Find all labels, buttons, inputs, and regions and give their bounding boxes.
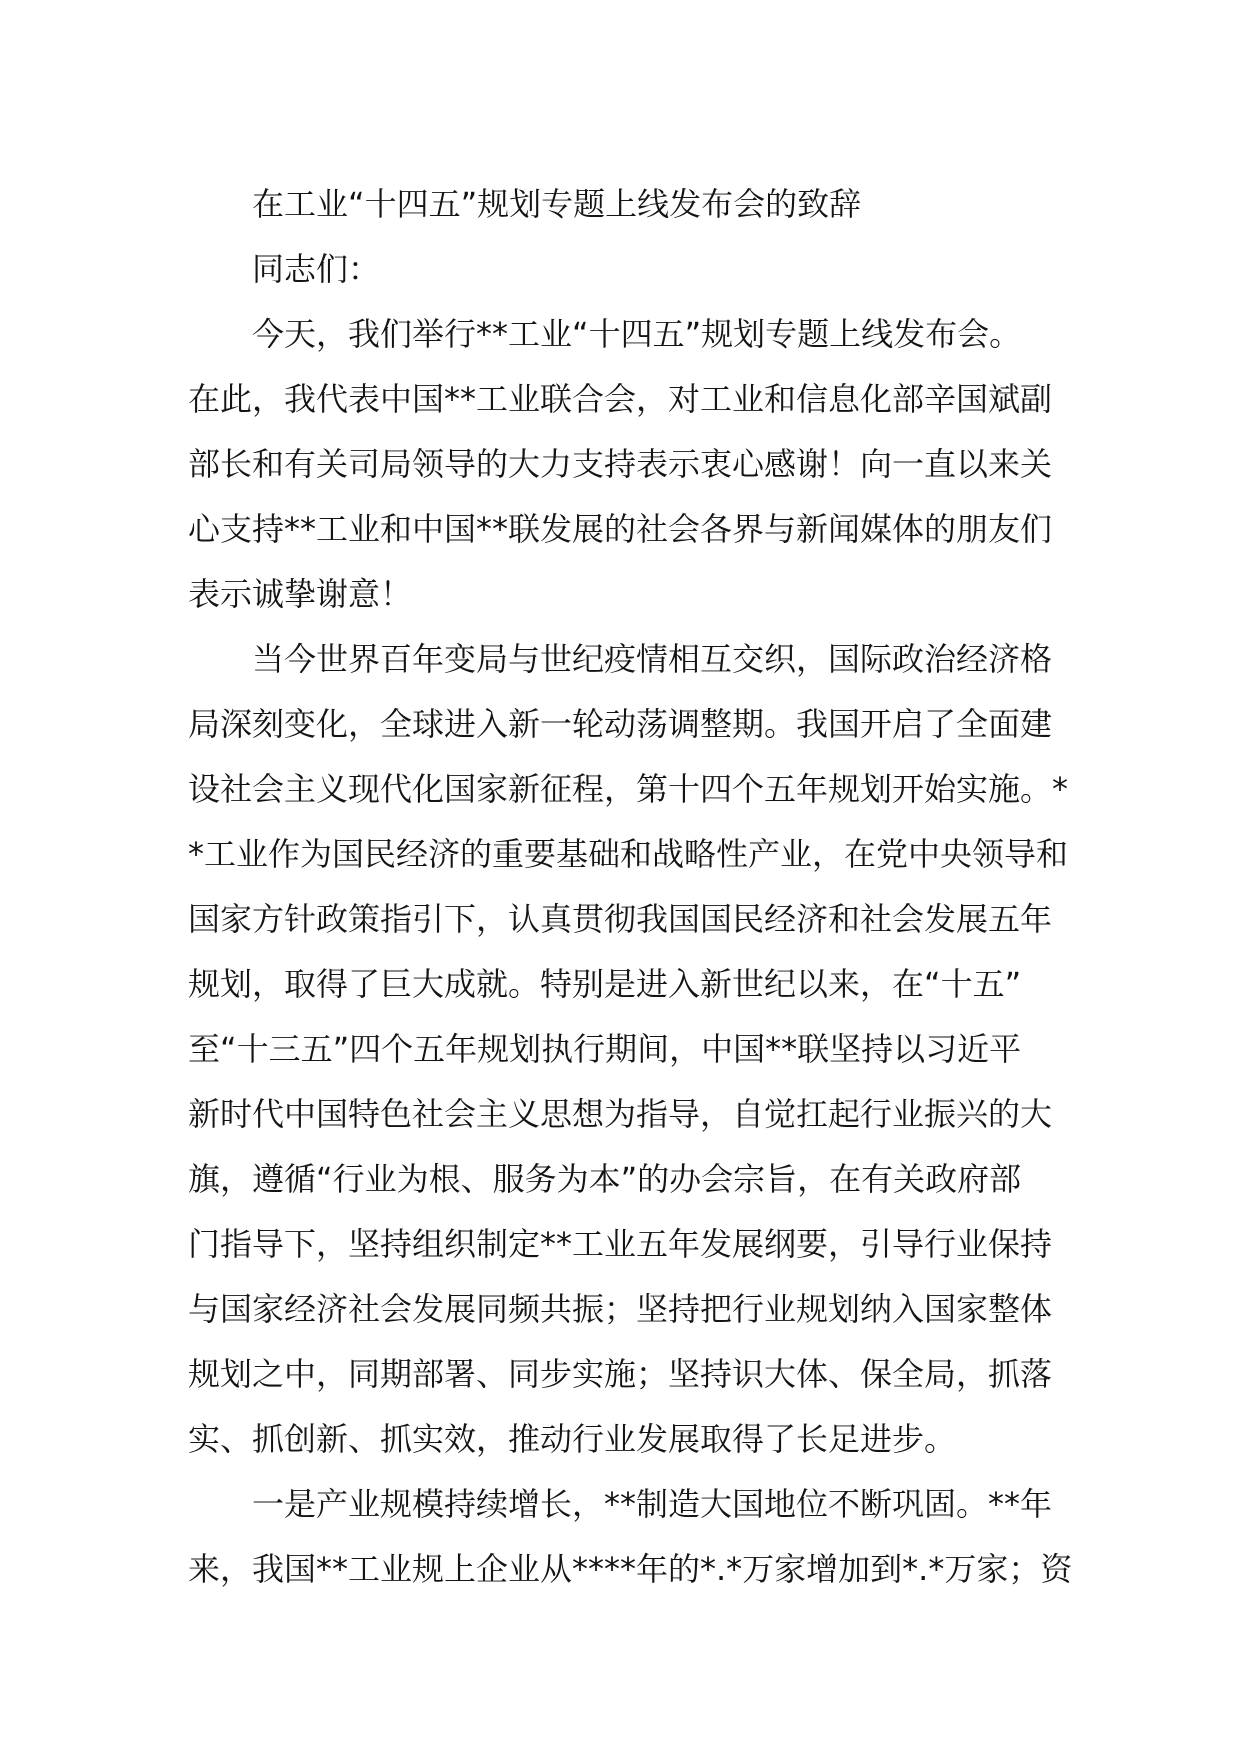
paragraph-3-line-1: 一是产业规模持续增长，**制造大国地位不断巩固。**年 [252,1485,1053,1523]
paragraph-2-line-13: 实、抓创新、抓实效，推动行业发展取得了长足进步。 [188,1420,957,1458]
paragraph-2-line-9: 旗，遵循“行业为根、服务为本”的办会宗旨，在有关政府部 [188,1160,1022,1198]
paragraph-2-line-5: 国家方针政策指引下，认真贯彻我国国民经济和社会发展五年 [188,900,1053,938]
paragraph-2-line-12: 规划之中，同期部署、同步实施；坚持识大体、保全局，抓落 [188,1355,1053,1393]
document-body [188,172,1073,1602]
paragraph-3-line-2: 来，我国**工业规上企业从****年的*.*万家增加到*.*万家；资 [188,1550,1073,1588]
salutation: 同志们： [252,250,381,288]
paragraph-2-line-1: 当今世界百年变局与世纪疫情相互交织，国际政治经济格 [252,640,1053,678]
paragraph-1-line-3: 部长和有关司局领导的大力支持表示衷心感谢！向一直以来关 [188,445,1053,483]
paragraph-1-line-4: 心支持**工业和中国**联发展的社会各界与新闻媒体的朋友们 [188,510,1053,548]
paragraph-2-line-4: *工业作为国民经济的重要基础和战略性产业，在党中央领导和 [188,835,1069,873]
paragraph-1-line-1: 今天，我们举行**工业“十四五”规划专题上线发布会。 [252,315,1022,353]
document-title: 在工业“十四五”规划专题上线发布会的致辞 [252,185,862,223]
paragraph-2-line-2: 局深刻变化，全球进入新一轮动荡调整期。我国开启了全面建 [188,705,1053,743]
paragraph-2-line-6: 规划，取得了巨大成就。特别是进入新世纪以来，在“十五” [188,965,1022,1003]
paragraph-2-line-3: 设社会主义现代化国家新征程，第十四个五年规划开始实施。* [188,770,1069,808]
paragraph-1-line-2: 在此，我代表中国**工业联合会，对工业和信息化部辛国斌副 [188,380,1053,418]
paragraph-1-line-5: 表示诚挚谢意！ [188,575,413,613]
paragraph-2-line-10: 门指导下，坚持组织制定**工业五年发展纲要，引导行业保持 [188,1225,1053,1263]
paragraph-2-line-7: 至“十三五”四个五年规划执行期间，中国**联坚持以习近平 [188,1030,1022,1068]
paragraph-2-line-11: 与国家经济社会发展同频共振；坚持把行业规划纳入国家整体 [188,1290,1053,1328]
paragraph-2-line-8: 新时代中国特色社会主义思想为指导，自觉扛起行业振兴的大 [188,1095,1053,1133]
